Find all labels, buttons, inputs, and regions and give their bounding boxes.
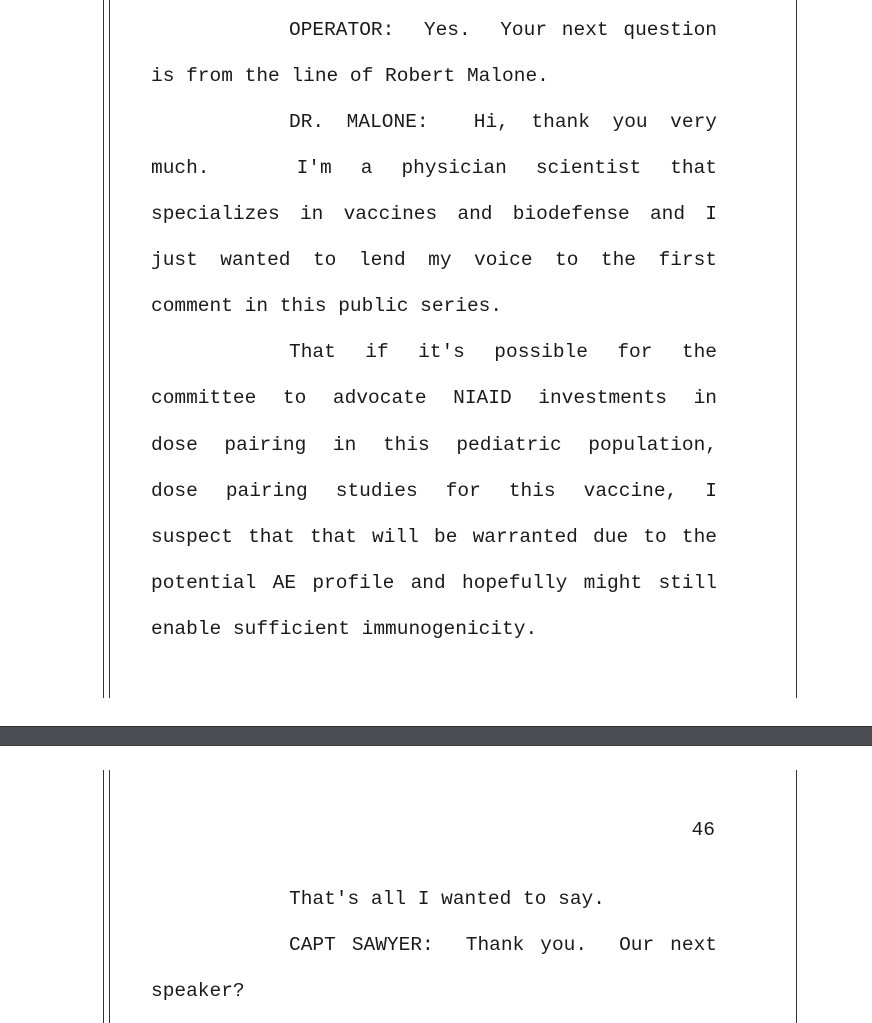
right-margin-rule [796,770,797,1023]
transcript-line: dose pairing in this pediatric population, [151,434,717,456]
transcript-line: potential AE profile and hopefully might still [151,572,717,594]
transcript-line: enable sufficient immunogenicity. [151,618,538,640]
transcript-page-bottom [0,770,872,1023]
transcript-line: much. I'm a physician scientist that [151,157,717,179]
transcript-line: That's all I wanted to say. [289,888,605,910]
transcript-line: OPERATOR: Yes. Your next question [289,19,717,41]
transcript-line: speaker? [151,980,245,1002]
transcript-line: specializes in vaccines and biodefense and I [151,203,717,225]
left-margin-rule-outer [103,0,104,698]
page-number: 46 [691,819,715,841]
transcript-line: committee to advocate NIAID investments in [151,387,717,409]
transcript-line: That if it's possible for the [289,341,717,363]
right-margin-rule [796,0,797,698]
transcript-line: DR. MALONE: Hi, thank you very [289,111,717,133]
transcript-line: just wanted to lend my voice to the first [151,249,717,271]
transcript-line: suspect that that will be warranted due to the [151,526,717,548]
transcript-line: CAPT SAWYER: Thank you. Our next [289,934,717,956]
transcript-line: dose pairing studies for this vaccine, I [151,480,717,502]
left-margin-rule-inner [109,770,110,1023]
left-margin-rule-outer [103,770,104,1023]
transcript-line: is from the line of Robert Malone. [151,65,549,87]
left-margin-rule-inner [109,0,110,698]
page-separator [0,726,872,746]
transcript-line: comment in this public series. [151,295,503,317]
